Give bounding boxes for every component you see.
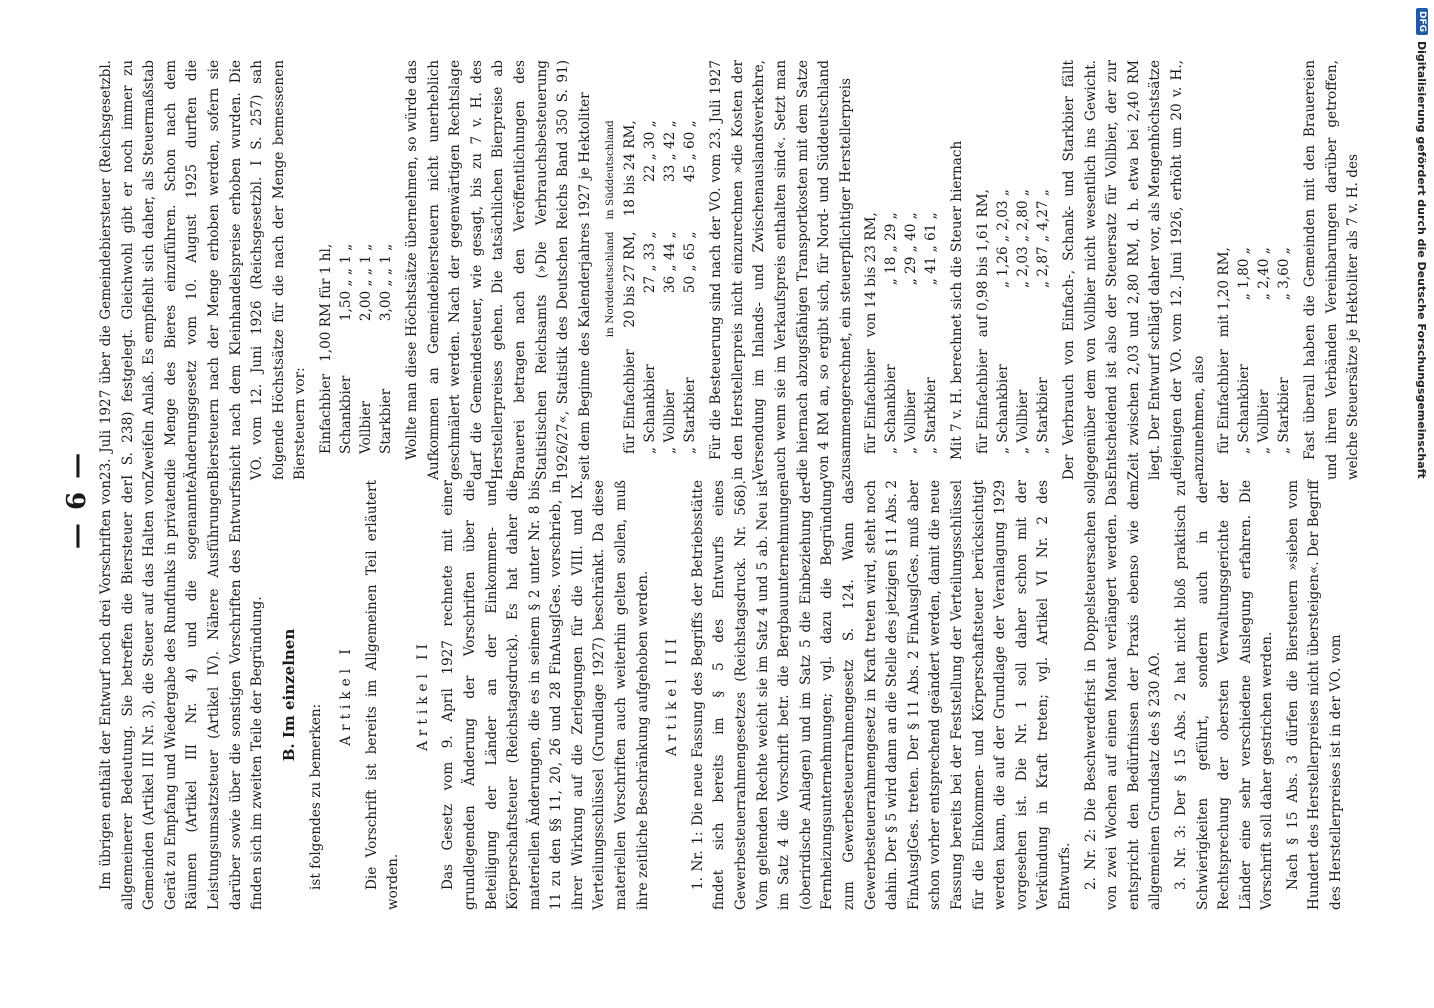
table-cell: „ Starkbier	[1276, 377, 1293, 454]
table-row	[620, 114, 640, 460]
table-cell: „ Vollbier	[1015, 389, 1032, 454]
table-cell: „ 1,26 „ 2,03 „	[995, 189, 1012, 288]
table-row	[376, 238, 396, 460]
table-cell: 18 bis 24 RM,	[622, 120, 639, 217]
table-row	[336, 238, 356, 460]
right-paragraph-6: Fast überall haben die Gemeinden mit den Brauereien und ihren Verbänden Vereinbarungen darüber getroffen, welche Steuersätze je Hektoliter als 7 v. H. des	[1302, 60, 1362, 480]
table-cell: für Einfachbier	[863, 349, 880, 454]
table-row	[680, 114, 700, 460]
table-cell: „ Schankbier	[883, 364, 900, 454]
table-cell: 1,00 RM für 1 hl,	[317, 243, 334, 362]
table-cell: 3,00 „ „ 1 „	[377, 243, 394, 322]
right-paragraph-3: Für die Besteuerung sind nach der VO. vom 23. Juli 1927 in den Herstellerpreis nicht einzurechnen »die Kosten der Versendung im Inlands- und Zwischenauslandsverkehre, auch wenn sie im Verkaufspreis enthalten sind«. Setzt man die hiernach abzugsfähigen Transportkosten mit dem Satze von 4 RM an, so ergibt sich, für Nord- und Süddeutschland zusammengerechnet, ein steuerpflichtiger Herstellerpreis	[708, 60, 854, 480]
table-row	[1254, 241, 1274, 460]
right-paragraph-4: Mit 7 v. H. berechnet sich die Steuer hiernach	[949, 140, 966, 460]
table-cell: 50 „ 65 „	[682, 231, 699, 294]
artikel-2-heading: Artikel II	[414, 639, 431, 751]
table-cell: 27 „ 33 „	[642, 231, 659, 294]
table-row	[1214, 241, 1234, 460]
table-cell: „ Schankbier	[995, 364, 1012, 454]
nr3-continuation: Nach § 15 Abs. 3 dürfen die Biersteuern »sieben vom Hundert des Herstellerpreises nicht übersteigen«. Der Begriff des Herstellerpreises ist in der VO. vom	[1284, 479, 1345, 910]
table-cell: „ 2,87 „ 4,27 „	[1035, 189, 1052, 288]
section-b-heading: B. Im einzelnen	[279, 628, 298, 762]
table-cell: 45 „ 60 „	[682, 120, 699, 182]
nr1-paragraph: 1. Nr. 1: Die neue Fassung des Begriffs der Betriebsstätte findet sich bereits im § 5 des Entwurfs eines Gewerbesteuerrahmengesetzes (Reichstagsdruck. Nr. 568). Vom geltenden Rechte weicht sie im Satz 4 und 5 ab. Neu ist im Satz 4 die Vorschrift betr. die Bergbauunternehmungen (oberirdische Anlagen) und im Satz 5 die Einbeziehung der Fernheizungsunternehmungen; vgl. dazu die Begründung zum Gewerbesteuerrahmengesetz S. 124. Wann das Gewerbesteuerrahmengesetz in Kraft treten wird, steht noch dahin. Der § 5 wird dann an die Stelle des jetzigen § 11 Abs. 2 FinAusglGes. treten. Der § 11 Abs. 2 FinAusglGes. muß aber schon vorher entsprechend geändert werden, damit die neue Fassung bereits bei der Feststellung der Verteilungsschlüssel für die Einkommen- und Körperschaftsteuer berücksichtigt werden kann, die auf der Grundlage der Veranlagung 1929 vorgesehen ist. Die Nr. 1 soll daher schon mit der Verkündung in Kraft treten; vgl. Artikel VI Nr. 2 des Entwurfs.	[689, 480, 1073, 910]
table-row	[356, 238, 376, 460]
table-cell: „ Starkbier	[1035, 377, 1052, 454]
artikel-1-heading: Artikel I	[337, 644, 354, 746]
table-cell: Einfachbier	[317, 373, 334, 454]
table-cell: 33 „ 42 „	[662, 120, 679, 182]
table-row	[316, 238, 336, 460]
rates-table-4	[973, 183, 1053, 460]
table-cell: auf 0,98 bis 1,61 RM,	[975, 189, 992, 338]
table-cell: „ 2,40 „	[1256, 247, 1273, 301]
table-cell: 36 „ 44 „	[662, 231, 679, 294]
table-cell: 2,00 „ „ 1 „	[357, 243, 374, 322]
table-cell: mit 1,20 RM,	[1216, 247, 1233, 338]
table-row	[1013, 183, 1033, 460]
table-cell: für Einfachbier	[975, 349, 992, 454]
table-cell: 1,50 „ „ 1 „	[337, 243, 354, 322]
table-cell: „ 41 „ 61 „	[923, 212, 940, 286]
rates-table-5	[1214, 241, 1294, 460]
right-paragraph-2: Wollte man diese Höchstsätze übernehmen, so würde das Aufkommen an Gemeindebiersteuern nicht unerheblich geschmälert werden. Nach der gegenwärtigen Rechtslage darf die Gemeindesteuer, wie gesagt, bis zu 7 v. H. des Herstellerpreises gehen. Die tatsächlichen Bierpreise ab Brauerei betragen nach den Veröffentlichungen des Statistischen Reichsamts (»Die Verbrauchsbesteuerung 1926/27«, Statistik des Deutschen Reichs Band 350 S. 91) seit dem Beginne des Kalenderjahres 1927 je Hektoliter	[403, 60, 593, 480]
dfg-credit-text: Digitalisierung gefördert durch die Deutsche Forschungsgemeinschaft	[1415, 41, 1429, 479]
section-b-intro: ist folgendes zu bemerken:	[308, 703, 325, 890]
right-paragraph-5: Der Verbrauch von Einfach-, Schank- und Starkbier fällt gegenüber dem von Vollbier nicht wesentlich ins Gewicht. Entscheidend ist also der Steuersatz für Vollbier, der zur Zeit zwischen 2,03 und 2,80 RM, d. h. etwa bei 2,40 RM liegt. Der Entwurf schlägt daher vor, als Mengenhöchstsätze diejenigen der VO. vom 12. Juni 1926, erhöht um 20 v. H., anzunehmen, also	[1061, 60, 1207, 480]
table-row	[973, 183, 993, 460]
table-cell: „ 3,60 „	[1276, 247, 1293, 301]
artikel-2-text: Das Gesetz vom 9. April 1927 rechnete mit einer grundlegenden Änderung der Vorschriften über die Beteiligung der Länder an der Einkommen- und Körperschaftsteuer (Reichstagsdruck). Es hat daher die materiellen Änderungen, die es in seinem § 2 unter Nr. 8 bis 11 zu den §§ 11, 20, 26 und 28 FinAusglGes. vorschrieb, in ihrer Wirkung auf die Zerlegungen für die VIII. und IX. Verteilungsschlüssel (Grundlage 1927) beschränkt. Da diese materiellen Vorschriften auch weiterhin gelten sollen, muß ihre zeitliche Beschränkung aufgehoben werden.	[440, 480, 651, 910]
table2-head-north: in Norddeutschland	[604, 231, 617, 338]
table-cell: „ 18 „ 29 „	[883, 212, 900, 286]
table-cell: „ Starkbier	[682, 377, 699, 454]
dfg-logo: DFG	[1416, 8, 1428, 35]
table-row	[921, 206, 941, 460]
table-cell: 20 bis 27 RM,	[622, 231, 639, 328]
table-cell: „ Schankbier	[1236, 364, 1253, 454]
table-cell: Vollbier	[357, 400, 374, 454]
table-cell: Schankbier	[337, 375, 354, 454]
table-cell: Starkbier	[377, 388, 394, 454]
table-row	[640, 114, 660, 460]
page-number: — 6 —	[62, 450, 92, 550]
nr2-paragraph: 2. Nr. 2: Die Beschwerdefrist in Doppelsteuersachen soll von zwei Wochen auf einen Monat verlängert werden. Das entspricht den Bedürfnissen der Praxis ebenso wie dem allgemeinen Grundsatz des § 230 AO.	[1082, 480, 1164, 910]
rates-table-3	[861, 206, 941, 460]
table-row	[660, 114, 680, 460]
rates-table-2	[600, 114, 700, 460]
dfg-sidebar	[1410, 0, 1434, 1000]
table-cell: „ Vollbier	[662, 389, 679, 454]
table2-head-south: in Süddeutschland	[604, 120, 617, 220]
artikel-3-heading: Artikel III	[664, 633, 681, 757]
left-column	[96, 480, 1352, 910]
table-cell: „ Vollbier	[1256, 389, 1273, 454]
table-cell: „ 1,80 „	[1236, 247, 1253, 301]
table-row	[1033, 183, 1053, 460]
table-cell: „ Schankbier	[642, 364, 659, 454]
table-cell: „ Vollbier	[903, 389, 920, 454]
table-cell: für Einfachbier	[622, 349, 639, 454]
table-cell: „ 2,03 „ 2,80 „	[1015, 189, 1032, 288]
table-cell: von 14 bis 23 RM,	[863, 212, 880, 338]
table-cell: „ 29 „ 40 „	[903, 212, 920, 286]
rates-table-1	[316, 238, 396, 460]
right-column	[96, 60, 1369, 480]
table-row	[901, 206, 921, 460]
table-row	[993, 183, 1013, 460]
table-cell: „ Starkbier	[923, 377, 940, 454]
table-row	[881, 206, 901, 460]
right-paragraph-1: 23. Juli 1927 über die Gemeindebiersteuer (Reichsgesetzbl. I S. 238) festgelegt. Gleichwohl gibt er noch immer zu Zweifeln Anlaß. Es empfiehlt sich daher, als Steuermaßstab die Menge des Bieres einzuführen. Schon nach dem Änderungsgesetz vom 10. August 1925 durften die Biersteuern nach der Menge erhoben werden, sofern sie nicht nach dem Kleinhandelspreise erhoben wurden. Die VO. vom 12. Juni 1926 (Reichsgesetzbl. I S. 257) sah folgende Höchstsätze für die nach der Menge bemessenen Biersteuern vor:	[98, 60, 309, 480]
artikel-1-text: Die Vorschrift ist bereits im Allgemeinen Teil erläutert worden.	[363, 480, 402, 910]
table-row	[1274, 241, 1294, 460]
table-cell: 22 „ 30 „	[642, 120, 659, 182]
table-row	[1234, 241, 1254, 460]
table-cell: für Einfachbier	[1216, 349, 1233, 454]
nr3-paragraph: 3. Nr. 3: Der § 15 Abs. 2 hat nicht bloß praktisch zu Schwierigkeiten geführt, sondern auch in der Rechtsprechung der obersten Verwaltungsgerichte der Länder eine sehr verschiedene Auslegung erfahren. Die Vorschrift soll daher gestrichen werden.	[1172, 480, 1276, 910]
table-row	[861, 206, 881, 460]
intro-paragraph: Im übrigen enthält der Entwurf noch drei Vorschriften von allgemeinerer Bedeutung. Sie betreffen die Biersteuer der Gemeinden (Artikel III Nr. 3), die Steuer auf das Halten von Gerät zu Empfang und Wiedergabe des Rundfunks in privaten Räumen (Artikel III Nr. 4) und die sogenannte Leistungsumsatzsteuer (Artikel IV). Nähere Ausführungen darüber sowie über die sonstigen Vorschriften des Entwurfs finden sich im zweiten Teile der Begründung.	[98, 480, 266, 910]
